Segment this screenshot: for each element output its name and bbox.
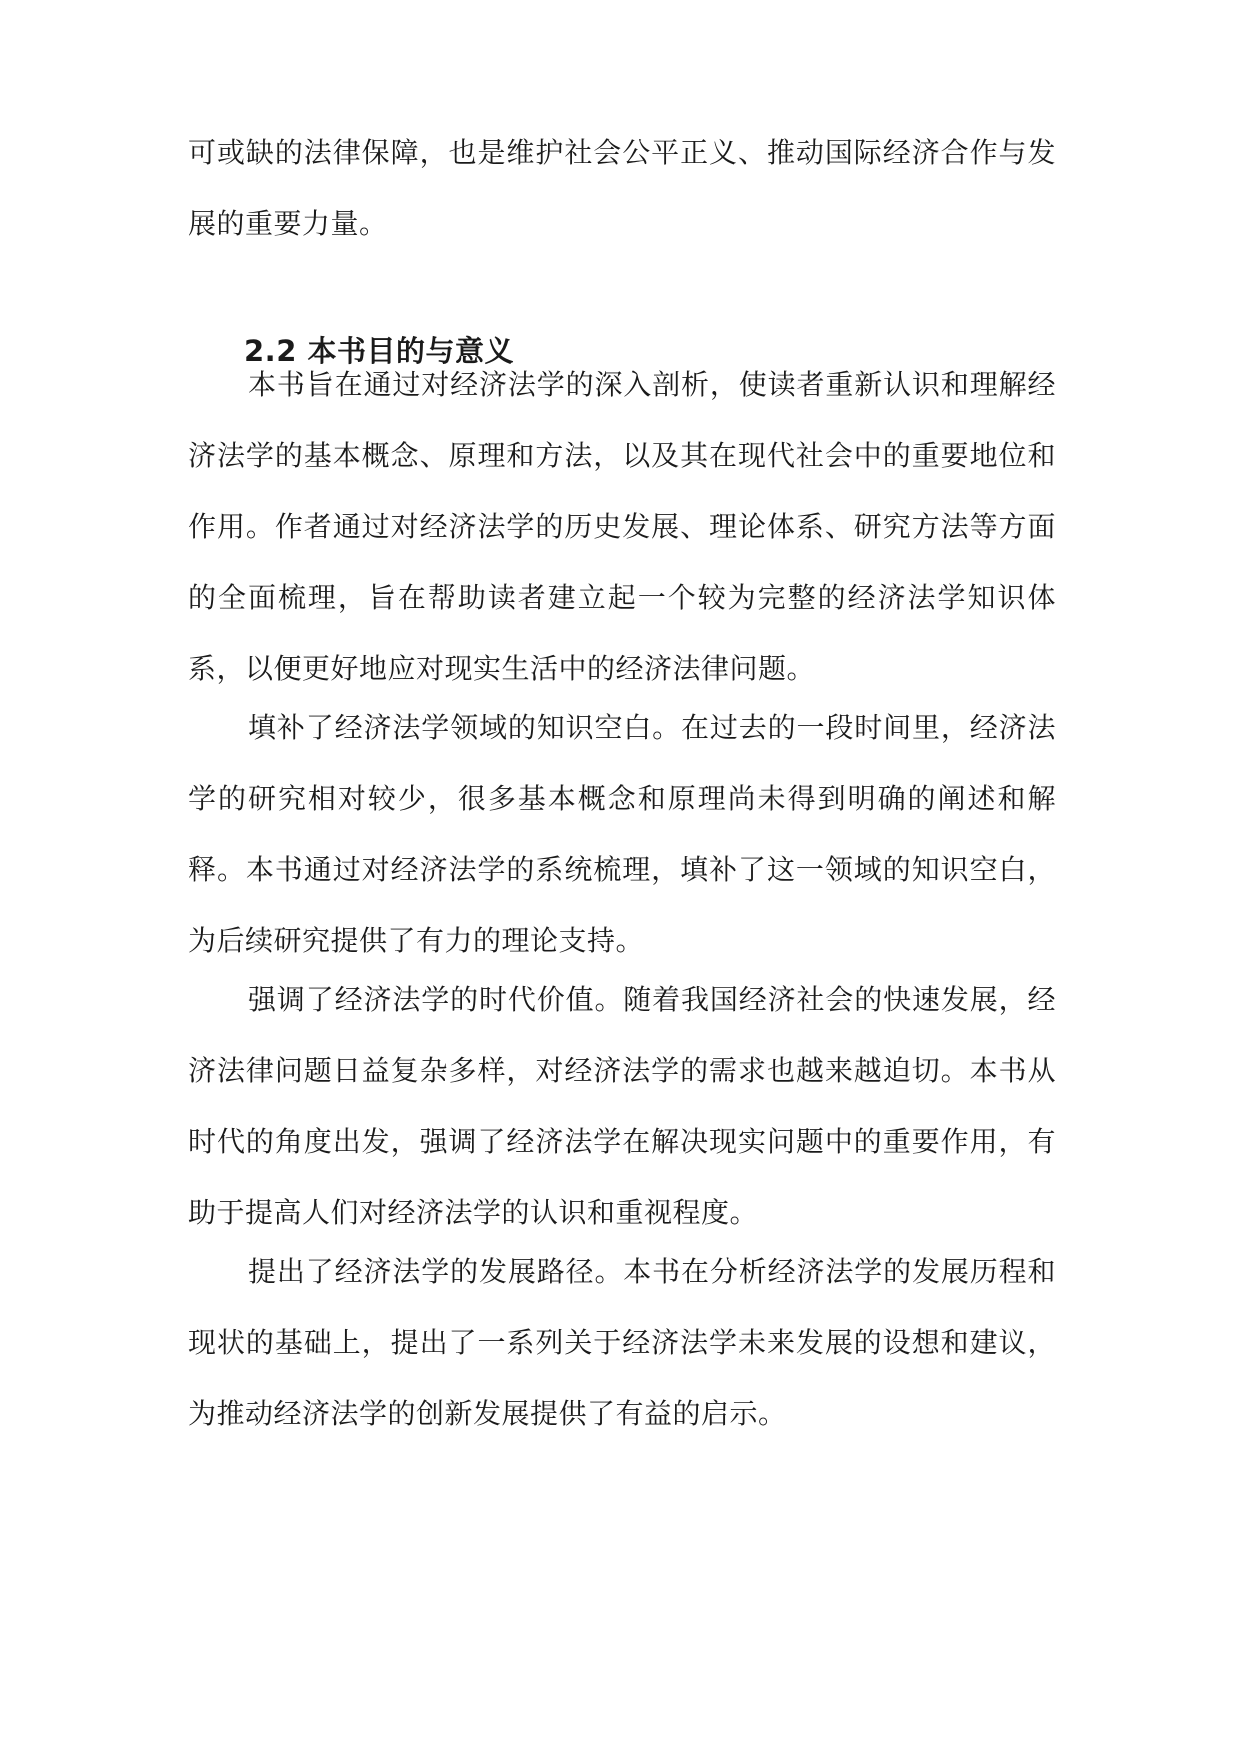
paragraph-era-value: 强调了经济法学的时代价值。随着我国经济社会的快速发展，经济法律问题日益复杂多样，对经济法学的需求也越来越迫切。本书从时代的角度出发，强调了经济法学在解决现实问题中的重要作用，有助于提高人们对经济法学的认识和重视程度。 [188,983,1056,1229]
section-heading: 2.2 本书目的与意义 [244,334,514,368]
paragraph-purpose: 本书旨在通过对经济法学的深入剖析，使读者重新认识和理解经济法学的基本概念、原理和方法，以及其在现代社会中的重要地位和作用。作者通过对经济法学的历史发展、理论体系、研究方法等方面的全面梳理，旨在帮助读者建立起一个较为完整的经济法学知识体系，以便更好地应对现实生活中的经济法律问题。 [188,368,1056,685]
paragraph-development-path: 提出了经济法学的发展路径。本书在分析经济法学的发展历程和现状的基础上，提出了一系列关于经济法学未来发展的设想和建议，为推动经济法学的创新发展提供了有益的启示。 [188,1255,1056,1430]
paragraph-knowledge-gap: 填补了经济法学领域的知识空白。在过去的一段时间里，经济法学的研究相对较少，很多基本概念和原理尚未得到明确的阐述和解释。本书通过对经济法学的系统梳理，填补了这一领域的知识空白，为后续研究提供了有力的理论支持。 [188,711,1056,957]
continuation-paragraph: 可或缺的法律保障，也是维护社会公平正义、推动国际经济合作与发展的重要力量。 [188,136,1056,240]
